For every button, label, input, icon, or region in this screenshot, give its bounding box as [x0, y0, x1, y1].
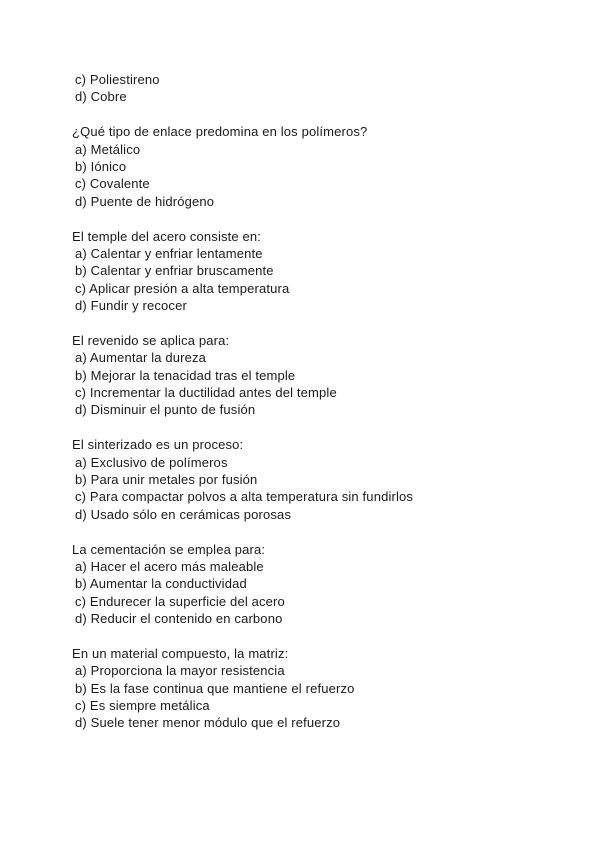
option-a: a) Aumentar la dureza: [75, 350, 207, 366]
question-block: [72, 228, 572, 315]
option-c: c) Poliestireno: [75, 72, 160, 87]
option-a: a) Hacer el acero más maleable: [75, 558, 264, 574]
option-c: c) Aplicar presión a alta temperatura: [75, 280, 290, 296]
option-a: a) Exclusivo de polímeros: [75, 454, 228, 470]
question-text: El sinterizado es un proceso:: [72, 437, 244, 453]
option-d: d) Reducir el contenido en carbono: [75, 611, 283, 627]
question-block: [72, 645, 572, 732]
option-b: b) Calentar y enfriar bruscamente: [75, 263, 274, 279]
question-text: ¿Qué tipo de enlace predomina en los polímeros?: [72, 124, 368, 140]
question-text: El temple del acero consiste en:: [72, 228, 262, 244]
question-text: El revenido se aplica para:: [72, 332, 230, 348]
option-d: d) Disminuir el punto de fusión: [75, 402, 256, 418]
option-d: d) Puente de hidrógeno: [75, 193, 215, 209]
question-block: [72, 123, 572, 210]
option-a: a) Calentar y enfriar lentamente: [75, 245, 263, 261]
question-block: [72, 332, 572, 419]
question-block: [72, 436, 572, 523]
option-d: d) Fundir y recocer: [75, 298, 187, 314]
option-a: a) Metálico: [75, 141, 141, 157]
question-text: La cementación se emplea para:: [72, 541, 266, 557]
option-c: c) Incrementar la ductilidad antes del temple: [75, 385, 337, 401]
question-block: [72, 541, 572, 628]
option-c: c) Es siempre metálica: [75, 698, 210, 714]
document-page: [72, 71, 572, 732]
option-d: d) Cobre: [75, 89, 127, 105]
option-d: d) Usado sólo en cerámicas porosas: [75, 506, 292, 522]
option-d: d) Suele tener menor módulo que el refuerzo: [75, 715, 341, 731]
question-text: En un material compuesto, la matriz:: [72, 645, 289, 661]
option-b: b) Iónico: [75, 158, 127, 174]
option-b: b) Para unir metales por fusión: [75, 471, 258, 487]
option-c: c) Covalente: [75, 176, 150, 192]
option-b: b) Mejorar la tenacidad tras el temple: [75, 367, 296, 383]
option-b: b) Es la fase continua que mantiene el refuerzo: [75, 680, 355, 696]
option-b: b) Aumentar la conductividad: [75, 576, 247, 592]
option-c: c) Endurecer la superficie del acero: [75, 593, 285, 609]
option-c: c) Para compactar polvos a alta temperatura sin fundirlos: [75, 489, 414, 505]
option-a: a) Proporciona la mayor resistencia: [75, 663, 285, 679]
